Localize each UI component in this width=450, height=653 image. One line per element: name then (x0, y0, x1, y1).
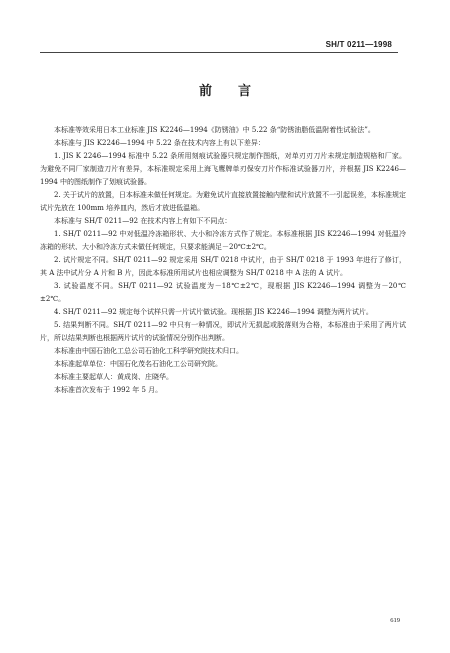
page-number: 619 (390, 617, 400, 624)
paragraph: 1. JIS K 2246—1994 标准中 5.22 条所用刻痕试验器只规定制作图纸，对单刃刃刀片未规定制造规格和厂家。为避免不同厂家制造刀片有差异，本标准规定采用上海飞鹰牌单刃保安刀片作标准试验器刀片，并根据 JIS K2246—1994 中的图纸制作了划痕试验器。 (40, 152, 406, 186)
paragraph: 4. SH/T 0211—92 规定每个试样只需一片试片做试验。现根据 JIS K2246—1994 调整为两片试片。 (54, 308, 373, 316)
paragraph: 本标准主要起草人：黄成岗、庄晓华。 (54, 373, 173, 381)
paragraph: 本标准首次发布于 1992 年 5 月。 (54, 386, 163, 394)
paragraph: 本标准与 SH/T 0211—92 在技术内容上有如下不同点： (54, 217, 232, 225)
paragraph: 2. 关于试片的放置，日本标准未做任何规定。为避免试片直接放置接触内壁和试片放置不一引起误差，本标准规定试片先放在 100mm 培养皿内，然后才放进低温箱。 (40, 191, 406, 212)
paragraph: 本标准由中国石油化工总公司石油化工科学研究院技术归口。 (54, 347, 243, 355)
paragraph: 1. SH/T 0211—92 中对低温冷冻箱形状、大小和冷冻方式作了规定。本标准根据 JIS K2246—1994 对低温冷冻箱的形状、大小和冷冻方式未做任何规定，只要求能满足－20℃±2℃。 (40, 230, 406, 251)
paragraph: 本标准与 JIS K2246—1994 中 5.22 条在技术内容上有以下差异： (54, 139, 265, 147)
page-title: 前言 (198, 84, 277, 99)
header-divider (40, 52, 398, 53)
paragraph: 本标准等效采用日本工业标准 JIS K2246—1994《防锈油》中 5.22 条“防锈油脂低温附着性试验法”。 (54, 126, 375, 134)
paragraph: 5. 结果判断不同。SH/T 0211—92 中只有一种情况，即试片无损起或脱落则为合格，本标准由于采用了两片试片，所以结果判断也根据两片试片的试验情况分别作出判断。 (40, 321, 406, 342)
paragraph: 2. 试片规定不同。SH/T 0211—92 规定采用 SH/T 0218 中试片，由于 SH/T 0218 于 1993 年进行了修订，其 A 法中试片分 A 片和 B 片，因此本标准所用试片也相应调整为 SH/T 0218 中 A 法的 A 试片。 (40, 256, 406, 277)
paragraph: 本标准起草单位：中国石化茂名石油化工公司研究院。 (54, 360, 222, 368)
standard-code: SH/T 0211—1998 (325, 40, 392, 49)
foreword-body (40, 124, 406, 397)
paragraph: 3. 试验温度不同。SH/T 0211—92 试验温度为－18℃±2℃，现根据 JIS K2246—1994 调整为－20℃±2℃。 (40, 282, 406, 303)
